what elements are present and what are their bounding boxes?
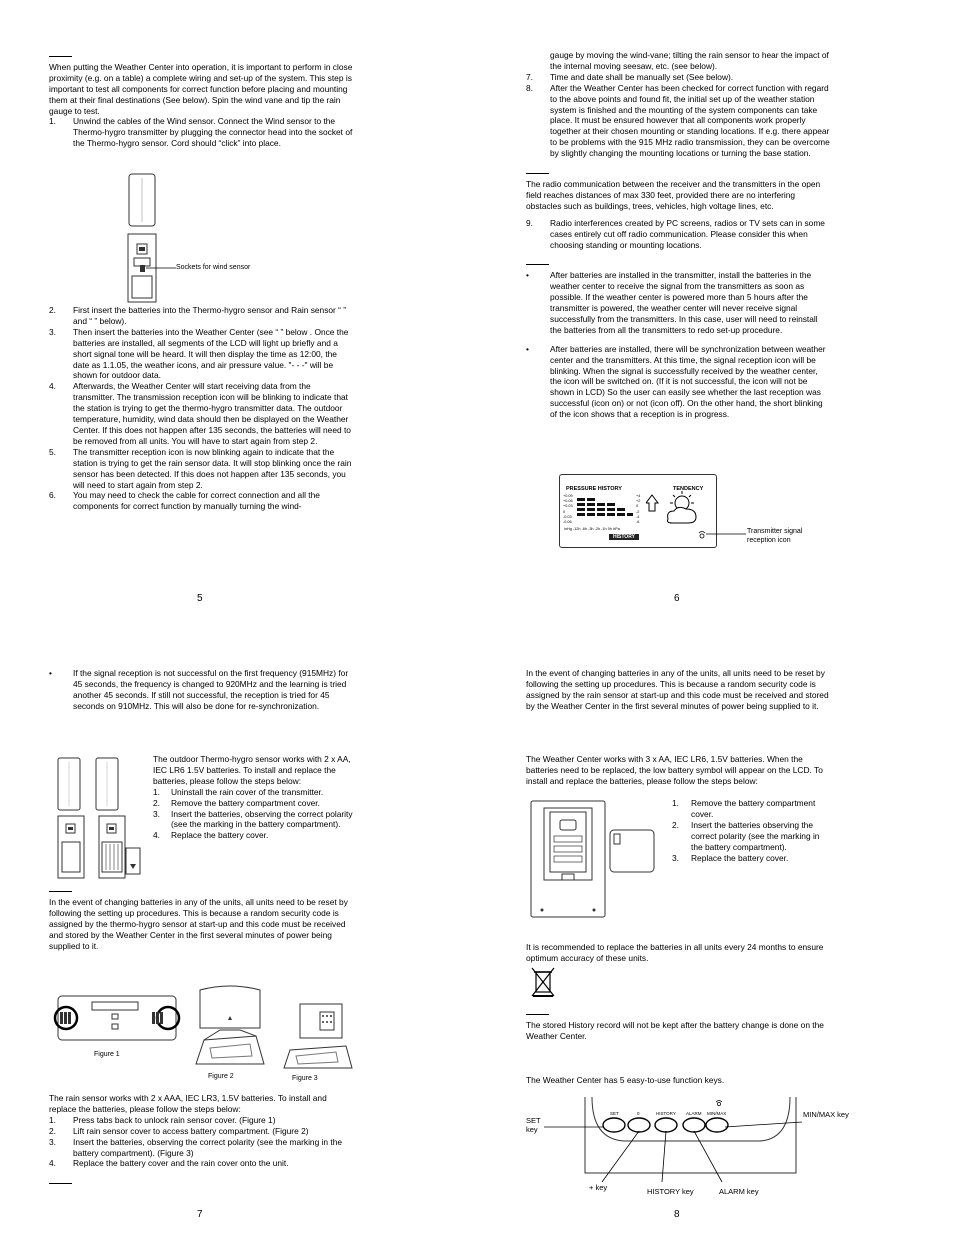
key-caption-set: SET (610, 1111, 619, 1116)
history-note: The stored History record will not be kept after the battery change is done on the Weather Center. (526, 1019, 824, 1041)
page5-column (49, 50, 354, 149)
key-caption-alarm: ALARM (686, 1111, 702, 1116)
page6-steps (526, 72, 831, 159)
page5-steps-a (49, 116, 354, 149)
page-number-6: 6 (674, 593, 680, 604)
wc-steps (672, 798, 832, 863)
page6-column (526, 50, 831, 420)
page5-intro: When putting the Weather Center into operation, it is important to perform in close proximity (e.g. on a table) a complete wiring and set-up of the system. This step is important to test all components for correct function before placing and mounting them at their final destinations (See below). Spin the wind vane and tip the rain gauge to test. (49, 61, 353, 116)
page8-reset: In the event of changing batteries in any of the units, all units need to be reset by following the setting up procedures. This is because a random security code is assigned by the rain sensor at start-up and this code must be received and stored by the Weather Center in the first several minutes of power being supplied to it. (526, 668, 829, 711)
page7-bullets (49, 668, 354, 712)
page7-rain-block (49, 1093, 354, 1189)
tx-leader-line (706, 532, 748, 536)
lcd-hours-axis: inHg -12h -6h -3h -2h -1h 0h hPa (564, 527, 620, 531)
list-item: 9. Radio interferences created by PC screens, radios or TV sets can in some cases entirely cut off radio communication. Please consider this when choosing standing or mounting locations. (526, 217, 825, 250)
list-item: 4. Replace the battery cover. (153, 830, 269, 841)
lcd-right-scale: +4 +2 0 -2 -4 -6 (636, 494, 641, 525)
wc-intro: The Weather Center works with 3 x AA, IEC LR6, 1.5V batteries. When the batteries need to be replaced, the low battery symbol will appear on the LCD. To install and replace the batteries, please follow the steps below: (526, 754, 823, 786)
list-item: 3. Insert the batteries, observing the correct polarity (see the marking in the battery compartment). (Figure 3) (49, 1136, 343, 1158)
rain-sensor-figure-2 (190, 984, 270, 1070)
list-item: 1. Press tabs back to unlock rain sensor cover. (Figure 1) (49, 1114, 276, 1125)
list-item: 3. Insert the batteries, observing the correct polarity (see the marking in the battery compartment). (153, 808, 353, 830)
page5-steps-b (49, 305, 354, 512)
list-item: 4. Afterwards, the Weather Center will start receiving data from the transmitter. The transmission reception icon will be blinking to indicate that the station is trying to get the thermo-hygro transmitter data. The outdoor temperature, humidity, wind data should then be displayed on the Weather Center. If this does not happen after 135 seconds, the batteries will need to be removed from all units. You will have to start again from step 2. (49, 381, 351, 446)
page7-column-a (49, 668, 354, 712)
page6-cont: gauge by moving the wind-vane; tilting the rain sensor to hear the impact of the internal moving seesaw, etc. (see below). (550, 50, 829, 71)
thermo-steps (153, 787, 354, 842)
lcd-history-tag: HISTORY (609, 534, 639, 540)
keys-intro: The Weather Center has 5 easy-to-use function keys. (526, 1075, 725, 1085)
list-item: 7. Time and date shall be manually set (See below). (526, 71, 734, 82)
list-item: 8. After the Weather Center has been checked for correct function with regard to the above points and found fit, the initial set up of the weather station system is finished and the mounting of the system components can take place. It must be ensured however that all components work properly together at their chosen mounting or standing locations. If e.g. there appear to be problems with the 915 MHz radio transmission, they can be overcome by slightly changing the mounting locations or turning the base station. (526, 82, 830, 159)
page7-reset: In the event of changing batteries in any of the units, all units need to be reset by following the setting up procedures. This is because a random security code is assigned by the thermo-hygro sensor at start-up and this code must be received and stored by the Weather Center in the first several minutes of power being supplied to it. (49, 896, 348, 951)
rain-sensor-figure-1 (52, 994, 182, 1042)
key-caption-history: HISTORY (656, 1111, 676, 1116)
page8-recommend-block (526, 942, 831, 964)
page-number-5: 5 (197, 593, 203, 604)
heading-underline (526, 1008, 549, 1015)
list-item: 1. Uninstall the rain cover of the transmitter. (153, 786, 324, 797)
list-item: 6. You may need to check the cable for correct connection and all the components for correct function by manually turning the wind- (49, 490, 320, 512)
lcd-bar-graph (562, 494, 642, 526)
lcd-pressure-history-label: PRESSURE HISTORY (566, 486, 622, 492)
thermo-hygro-battery-figure (54, 756, 144, 880)
figure-1-label: Figure 1 (94, 1051, 120, 1058)
page8-keys-block (526, 1075, 831, 1086)
list-item: 2. Lift rain sensor cover to access battery compartment. (Figure 2) (49, 1125, 309, 1136)
history-key-label: HISTORY key (647, 1187, 694, 1196)
page-number-8: 8 (674, 1209, 680, 1220)
alarm-key-label: ALARM key (719, 1187, 759, 1196)
page6-bullets (526, 270, 831, 420)
transmitter-signal-label: Transmitter signal reception icon (747, 528, 803, 544)
key-caption-plus: 0 (637, 1111, 640, 1116)
key-caption-minmax: MIN/MAX (707, 1111, 727, 1116)
page5-column-b (49, 305, 354, 512)
lcd-left-scale: +0.09 +0.06 +0.03 0 -0.03 -0.06 (563, 494, 573, 525)
socket-label: Sockets for wind sensor (176, 264, 251, 271)
page6-step9 (526, 218, 831, 251)
list-item: 5. The transmitter reception icon is now blinking again to indicate that the station is trying to get the rain sensor data. It will stop blinking once the rain sensor has been detected. If this does not happen after 135 seconds, you will need to start again from step 2. (49, 446, 352, 490)
page8-recommend: It is recommended to replace the batteries in all units every 24 months to ensure optimum accuracy of these units. (526, 942, 824, 963)
page7-thermo-block (153, 754, 354, 841)
crossed-bin-icon (530, 964, 556, 998)
figure-3-label: Figure 3 (292, 1075, 318, 1082)
list-item: 3. Replace the battery cover. (672, 852, 789, 863)
thermo-intro: The outdoor Thermo-hygro sensor works with 2 x AA, IEC LR6 1.5V batteries. To install and replace the batteries, please follow the steps below: (153, 754, 351, 786)
socket-leader-line (146, 266, 178, 270)
page8-column-b (526, 754, 831, 787)
list-item: 2. First insert the batteries into the Thermo-hygro sensor and Rain sensor “ ” and “ ” below). (49, 305, 347, 326)
set-key-label: SET key (526, 1116, 541, 1134)
page6-radio: The radio communication between the receiver and the transmitters in the open field reaches distances of max 330 feet, provided there are no interfering obstacles such as buildings, trees, vehicles, high voltage lines, etc. (526, 178, 821, 211)
list-item: 3. Then insert the batteries into the Weather Center (see “ ” below . Once the batteries are installed, all segments of the LCD will light up briefly and a short signal tone will be heard. It will then display the time as 12:00, the date as 1.1.05, the weather icons, and air pressure value. "- - -" will be shown for outdoor data. (49, 326, 349, 381)
lcd-tendency-label: TENDENCY (673, 486, 704, 492)
plus-key-label: + key (589, 1183, 608, 1192)
heading-underline (526, 167, 549, 174)
heading-underline (49, 50, 72, 57)
rain-sensor-figure-3 (282, 1002, 354, 1072)
weather-sun-cloud-icon (646, 489, 706, 529)
heading-underline (49, 1177, 72, 1184)
thermo-hygro-sensor-figure (120, 172, 170, 304)
page8-column-a (526, 668, 831, 712)
signal-icon-small (714, 1099, 724, 1107)
list-item: 1. Unwind the cables of the Wind sensor. Connect the Wind sensor to the Thermo-hygro transmitter by plugging the connector head into the socket of the Thermo-hygro sensor. Cord should “click” into place. (49, 116, 353, 149)
minmax-key-label: MIN/MAX key (803, 1110, 849, 1119)
heading-underline (526, 258, 549, 265)
page8-history-block (526, 1008, 831, 1042)
page8-wc-steps-block (672, 798, 832, 863)
weather-center-battery-figure (530, 800, 660, 918)
list-item: • After batteries are installed, there will be synchronization between weather center and the transmitters. At this time, the signal reception icon will be blinking. When the signal is successfully received by the weather center, the icon will be switched on. (If it is not successful, the icon will not be shown in LCD) So the user can easily see whether the last reception was successful (icon on) or not (icon off). On the other hand, the short blinking of the icon shows that a reception is in progress. (526, 343, 826, 420)
figure-2-label: Figure 2 (208, 1073, 234, 1080)
list-item: 1. Remove the battery compartment cover. (672, 798, 816, 819)
page7-reset-block (49, 885, 354, 951)
page-number-7: 7 (197, 1209, 203, 1220)
rain-intro: The rain sensor works with 2 x AAA, IEC LR3, 1.5V batteries. To install and replace the batteries, please follow the steps below: (49, 1093, 327, 1114)
list-item: 2. Remove the battery compartment cover. (153, 797, 320, 808)
heading-underline (49, 885, 72, 892)
list-item: 4. Replace the battery cover and the rain cover onto the unit. (49, 1158, 289, 1169)
list-item: • If the signal reception is not successful on the first frequency (915MHz) for 45 seconds, the frequency is changed to 920MHz and the learning is tried another 45 seconds. If still not successful, the reception is tried for 45 seconds on 910MHz. This will also be done for re-synchronization. (49, 668, 349, 711)
list-item: • After batteries are installed in the transmitter, install the batteries in the weather center to receive the signal from the transmitters as soon as possible. If the weather center is powered more than 5 hours after the transmitter is powered, the weather center will never receive signal successfully from the transmitters. In this case, user will need to reinstall the batteries from all the transmitters to redo set-up procedure. (526, 270, 818, 335)
key-leader-lines (540, 1120, 810, 1186)
list-item: 2. Insert the batteries observing the correct polarity (see the marking in the battery compartment). (672, 819, 820, 852)
rain-steps (49, 1115, 354, 1170)
